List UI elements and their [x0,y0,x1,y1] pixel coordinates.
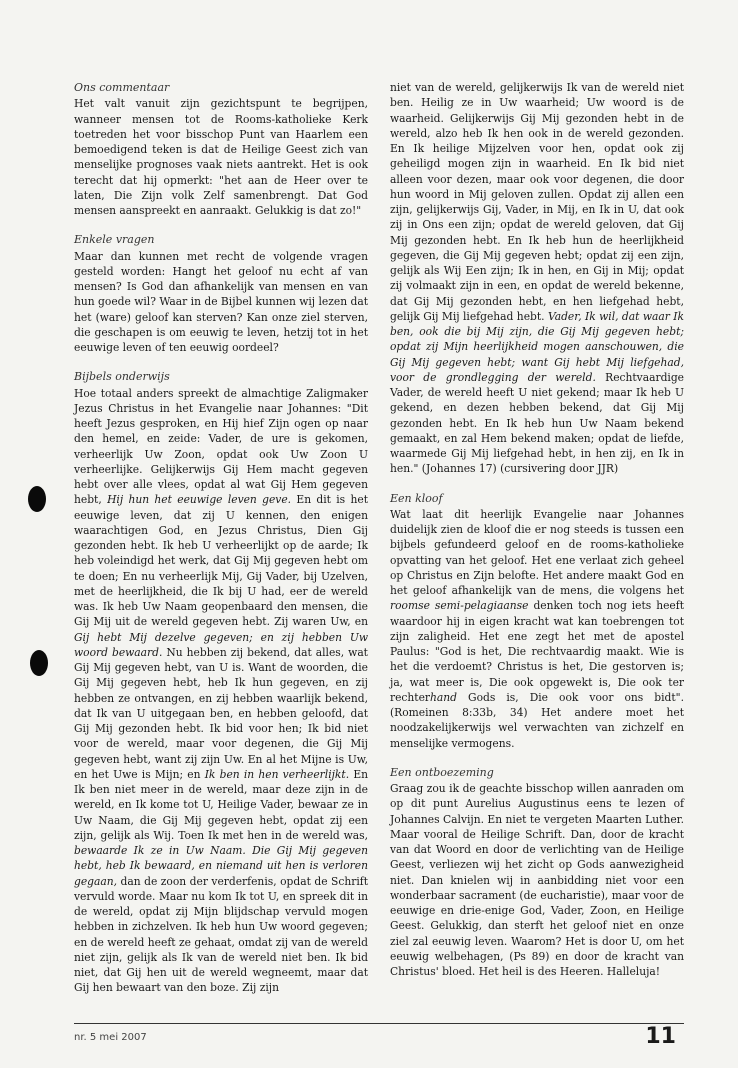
italic-emphasis: Vader, Ik wil, dat waar Ik ben, ook die bij Mij zijn, die Gij Mij gegeven hebt; opdat zij Mijn heerlijkheid mogen aanschouwen, die Gij Mij gegeven hebt; want Gij hebt Mij liefgehad, voor de grondlegging der wereld. [390,309,684,384]
paragraph: Het valt vanuit zijn gezichtspunt te begrijpen, wanneer mensen tot de Rooms-katholieke Kerk toetreden het voor bisschop Punt van Haarlem een bemoedigend teken is dat de Heilige Geest zich van menselijke prognoses vaak niets aantrekt. Het is ook terecht dat hij opmerkt: "het aan de Heer over te laten, Die Zijn volk Zelf samenbrengt. Dat God mensen aanspreekt en aanraakt. Gelukkig is dat zo!" [74,97,368,217]
section-heading: Ons commentaar [74,81,170,94]
text-run: Rechtvaardige Vader, de wereld heeft U niet gekend; maar Ik heb U gekend, en dezen hebben bekend, dat Gij Mij gezonden hebt. En Ik heb hun Uw Naam bekend gemaakt, en zal Hem bekend maken; opdat de liefde, waarmede Gij Mij liefgehad hebt, in hen zij, en Ik in hen." (Johannes 17) (cursivering door JJR) [390,370,684,476]
punch-hole [30,650,48,676]
section-heading: Enkele vragen [74,233,155,247]
paragraph: Graag zou ik de geachte bisschop willen aanraden om op dit punt Aurelius Augustinus eens te lezen of Johannes Calvijn. En niet te vergeten Maarten Luther. Maar vooral de Heilige Schrift. Dan, door de kracht van dat Woord en door de verlichting van de Heilige Geest, verliezen wij het zicht op Gods aanwezigheid niet. Dan knielen wij in aanbidding niet voor een wonderbaar sacrament (de eucharistie), maar voor de eeuwige en drie-enige God, Vader, Zoon, en Heilige Geest. Gelukkig, dan sterft het geloof niet en onze ziel zal eeuwig leven. Waarom? Het is door U, om het eeuwig welbehagen, (Ps 89) en door de kracht van Christus' bloed. Het heil is des Heeren. Halleluja! [390,782,684,978]
text-run: Hoe totaal anders spreekt de almachtige Zaligmaker Jezus Christus in het Evangelie naar Johannes: "Dit heeft Jezus gesproken, en Hij hief Zijn ogen op naar den hemel, en zeide: Vader, de ure is gekomen, verheerlijk Uw Zoon, opdat ook Uw Zoon U verheerlijke. Gelijkerwijs Gij Hem macht gegeven hebt over alle vlees, opdat al wat Gij Hem gegeven hebt, [74,386,368,507]
text-run: En dit is het eeuwige leven, dat zij U kennen, den enigen waarachtigen God, en Jezus Christus, Dien Gij gezonden hebt. Ik heb U verheerlijkt op de aarde; Ik heb voleindigd het werk, dat Gij Mij gegeven hebt om te doen; En nu verheerlijk Mij, Gij Vader, bij Uzelven, met de heerlijkheid, die Ik bij U had, eer de wereld was. Ik heb Uw Naam geopenbaard den mensen, die Gij Mij uit de wereld gegeven hebt. Zij waren Uw, en [74,493,368,629]
text-run: Wat laat dit heerlijk Evangelie naar Johannes duidelijk zien de kloof die er nog steeds is tussen een bijbels gefundeerd geloof en de rooms-katholieke opvatting van het geloof. Het ene verlaat zich geheel op Christus en Zijn belofte. Het andere maakt God en het geloof afhankelijk van de mens, die volgens het [390,507,684,597]
page-number: 11 [645,1024,676,1049]
text-run: denken toch nog iets heeft waardoor hij in eigen kracht wat kan toebrengen tot zijn zaligheid. Het ene zegt het met de apostel Paulus: "God is het, Die rechtvaardig maakt. Wie is het die verdoemt? Christus is het, Die gestorven is; ja, wat meer is, Die ook opgewekt is, Die ook ter rechter [390,599,685,704]
italic-emphasis: Gij hebt Mij dezelve gegeven; en zij hebben Uw woord bewaard. [74,630,368,659]
text-run: dan de zoon der verderfenis, opdat de Schrift vervuld worde. Maar nu kom Ik tot U, en spreek dit in de wereld, opdat zij Mijn blijdschap vervuld mogen hebben in zichzelven. Ik heb hun Uw woord gegeven; en de wereld heeft ze gehaat, omdat zij van de wereld niet zijn, gelijk als Ik van de wereld niet ben. Ik bid niet, dat Gij hen uit de wereld wegneemt, maar dat Gij hen bewaart van den boze. Zij zijn [74,874,368,995]
section-ons-commentaar [74,80,368,218]
italic-emphasis: Ik ben in hen verheerlijkt. [204,767,350,781]
text-run: Gods is, Die ook voor ons bidt". (Romeinen 8:33b, 34) Het andere moet het noodzakelijkerwijs wel verwachten van zichzelf en menselijke vermogens. [390,690,684,750]
text-run: niet van de wereld, gelijkerwijs Ik van de wereld niet ben. Heilig ze in Uw waarheid; Uw woord is de waarheid. Gelijkerwijs Gij Mij gezonden hebt in de wereld, alzo heb Ik hen ook in de wereld gezonden. En Ik heilige Mijzelven voor hen, opdat ook zij geheiligd mogen zijn in waarheid. En Ik bid niet alleen voor dezen, maar ook voor degenen, die door hun woord in Mij geloven zullen. Opdat zij allen een zijn, gelijkerwijs Gij, Vader, in Mij, en Ik in U, dat ook zij in Ons een zijn; opdat de wereld geloven, dat Gij Mij gezonden hebt. En Ik heb hun de heerlijkheid gegeven, die Gij Mij gegeven hebt; opdat zij een zijn, gelijk als Wij Een zijn; Ik in hen, en Gij in Mij; opdat zij volmaakt zijn in een, en opdat de wereld bekenne, dat Gij Mij gezonden hebt, en hen liefgehad hebt, gelijk Gij Mij liefgehad hebt. [390,81,684,323]
text-run: Nu hebben zij bekend, dat alles, wat Gij Mij gegeven hebt, van U is. Want de woorden, die Gij Mij gegeven hebt, heb Ik hun gegeven, en zij hebben ze ontvangen, en zij hebben waarlijk bekend, dat Ik van U uitgegaan ben, en hebben geloofd, dat Gij Mij gezonden hebt. Ik bid voor hen; Ik bid niet voor de wereld, maar voor degenen, die Gij Mij gegeven hebt, want zij zijn Uw. En al het Mijne is Uw, en het Uwe is Mijn; en [74,645,368,781]
section-heading: Een kloof [390,491,443,505]
punch-hole [28,486,46,512]
italic-emphasis: roomse semi-pelagiaanse [390,599,529,613]
scripture-quote-continued [390,80,684,477]
section-een-ontboezeming [390,765,684,980]
section-heading: Bijbels onderwijs [74,370,170,384]
right-column [390,80,684,993]
paragraph: Maar dan kunnen met recht de volgende vragen gesteld worden: Hangt het geloof nu echt af van mensen? Is God dan afhankelijk van mensen en van hun goede wil? Waar in de Bijbel kunnen wij lezen dat het (ware) geloof kan sterven? Kan onze ziel sterven, die geschapen is om eeuwig te leven, hetzij tot in het eeuwige leven of ten eeuwig oordeel? [74,249,368,354]
section-bijbels-onderwijs [74,369,368,995]
italic-emphasis: hand [430,690,458,704]
italic-emphasis: bewaarde Ik ze in Uw Naam. Die Gij Mij gegeven hebt, heb Ik bewaard, en niemand uit hen is verloren gegaan, [74,844,368,888]
scripture-quote [74,386,368,996]
footer-divider [74,1023,684,1024]
text-run: En Ik ben niet meer in de wereld, maar deze zijn in de wereld, en Ik kome tot U, Heilige Vader, bewaar ze in Uw Naam, die Gij Mij gegeven hebt, opdat zij een zijn, gelijk als Wij. Toen Ik met hen in de wereld was, [74,767,368,842]
section-een-kloof [390,491,684,751]
left-column [74,80,368,1010]
paragraph [390,507,684,751]
issue-info: nr. 5 mei 2007 [74,1032,147,1043]
italic-emphasis: Hij hun het eeuwige leven geve. [107,493,292,507]
section-heading: Een ontboezeming [390,765,494,779]
section-enkele-vragen [74,232,368,355]
